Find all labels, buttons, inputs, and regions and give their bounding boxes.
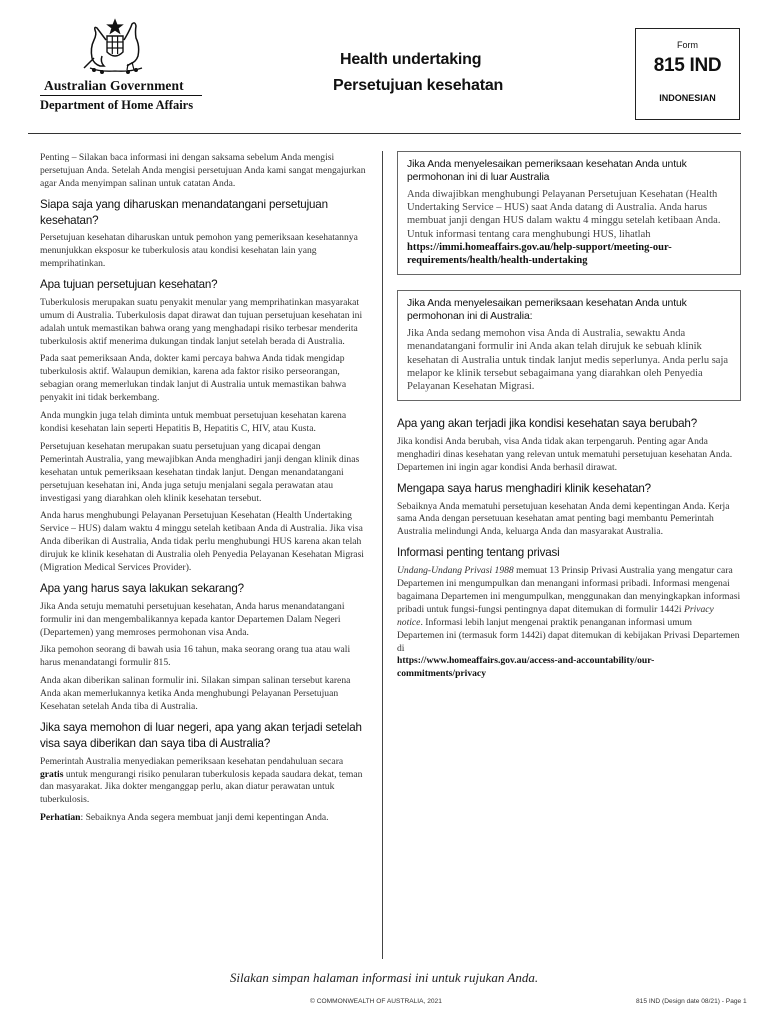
abroad-paragraph [40,756,366,808]
outside-australia-body: Anda diwajibkan menghubungi Pelayanan Persetujuan Kesehatan (Health Undertaking Service – HUS) saat Anda datang di Australia. Anda harus membuat janji dengan HUS dalam waktu 4 minggu setelah ketibaan Anda. Untuk informasi tentang cara menghubungi HUS, lihatlah [407,189,721,240]
logo-divider [40,95,202,96]
abroad-text-start: Pemerintah Australia menyediakan pemeriksaan kesehatan pendahuluan secara [40,755,344,767]
copyright-text: © COMMONWEALTH OF AUSTRALIA, 2021 [310,998,442,1005]
purpose-paragraph-1: Tuberkulosis merupakan suatu penyakit menular yang memprihatinkan masyarakat umum di Australia. Tuberkulosis dapat dirawat dan tujuan persetujuan kesehatan ini adalah untuk memastikan bahwa orang yang menghadapi risiko terbesar menderita tuberkulosis aktif menerima dukungan tindak lanjut setelah berada di Australia. [40,296,363,347]
abroad-text-end: untuk mengurangi risiko penularan tuberkulosis kepada saudara dekat, teman dan masyarakat. Jika dokter menganggap perlu, akan diatur perawatan untuk tuberkulosis. [40,768,363,806]
form-id-box [635,28,740,120]
privacy-act-name: Undang-Undang Privasi 1988 [397,565,514,577]
header-divider [28,133,741,134]
heading-who-signs: Siapa saja yang diharuskan menandatangani persetujuan kesehatan? [40,197,328,227]
intro-paragraph: Penting – Silakan baca informasi ini dengan saksama sebelum Anda mengisi persetujuan Anda. Setelah Anda mengisi persetujuan Anda kami sangat mengajurkan agar Anda menyimpan salinan untuk catatan Anda. [40,152,366,189]
outside-australia-text [407,188,731,267]
government-name: Australian Government [44,78,184,93]
page-title: Health undertaking [340,51,482,68]
heading-why-attend: Mengapa saya harus menghadiri klinik kesehatan? [397,481,651,495]
privacy-text-1: memuat 13 Prinsip Privasi Australia yang mengatur cara Departemen ini mengumpulkan dan menangani informasi pribadi. Informasi mengenai bagaimana Departemen ini mengumpulkan, menggunakan dan menyingkapkan informasi pribadi untuk fungsi-fungsi pentingnya dapat ditemukan di formulir 1442i [397,565,741,615]
in-australia-box [397,290,741,401]
note-paragraph [40,812,366,825]
purpose-paragraph-2: Pada saat pemeriksaan Anda, dokter kami percaya bahwa Anda tidak mengidap tuberkulosis aktif. Walaupun demikian, karena ada faktor risiko perseorangan, sebagian orang memerlukan tindak lanjut di Australia untuk memastikan bahwa penyakit ini tidak berkembang. [40,353,347,404]
health-change-paragraph: Jika kondisi Anda berubah, visa Anda tidak akan terpengaruh. Penting agar Anda menghadiri dinas kesehatan yang relevan untuk mematuhi persetujuan kesehatan Anda. Departemen ini ingin agar kondisi Anda berhasil dirawat. [397,436,733,473]
what-now-paragraph-3: Anda akan diberikan salinan formulir ini. Silakan simpan salinan tersebut karena Anda akan memerlukannya ketika Anda menghubungi Pelayanan Persetujuan Kesehatan setelah Anda tiba di Australia. [40,675,351,713]
privacy-paragraph [397,565,741,681]
privacy-notice-name: Privacy notice [397,603,714,628]
department-name: Department of Home Affairs [40,98,194,112]
what-now-paragraph-2: Jika pemohon seorang di bawah usia 16 tahun, maka seorang orang tua atau wali harus menandatangi formulir 815. [40,644,351,669]
privacy-text-2: . Informasi lebih lanjut mengenai praktik penanganan informasi umum Departemen ini (termasuk form 1442i) dapat ditemukan di kebijakan Privasi Departemen di [397,616,740,654]
purpose-paragraph-5: Anda harus menghubungi Pelayanan Persetujuan Kesehatan (Health Undertaking Service – HUS) dalam waktu 4 minggu setelah ketibaan Anda di Australia. Jika visa Anda diberikan di Australia, Anda tidak perlu menghubungi HUS karena akan telah dirujuk ke klinik kesehatan di Australia oleh Penyedia Pelayanan Kesehatan Migrasi (Migration Medical Services Provider). [40,510,364,574]
health-undertaking-link[interactable]: https://immi.homeaffairs.gov.au/help-support/meeting-our-requirements/health/health-undertaking [407,241,672,267]
heading-privacy: Informasi penting tentang privasi [397,546,560,560]
in-australia-text: Jika Anda sedang memohon visa Anda di Australia, sewaktu Anda menandatangani formulir ini Anda akan telah dirujuk ke sebuah klinik kesehatan di Australia untuk tindak lanjut medis seperlunya. Anda perlu saja melapor ke klinik tersebut sebagaimana yang diarahkan oleh Penyedia Pelayanan Kesehatan Migrasi. [407,328,729,393]
heading-purpose: Apa tujuan persetujuan kesehatan? [40,278,218,292]
page-info: 815 IND (Design date 08/21) - Page 1 [636,998,747,1005]
free-emphasis: gratis [40,768,64,780]
heading-health-change: Apa yang akan terjadi jika kondisi kesehatan saya berubah? [397,417,698,431]
outside-australia-title: Jika Anda menyelesaikan pemeriksaan kesehatan Anda untuk permohonan ini di luar Australia [407,159,687,183]
form-language: INDONESIAN [659,93,716,103]
left-column [40,152,366,830]
privacy-policy-link[interactable]: https://www.homeaffairs.gov.au/access-and-accountability/our-commitments/privacy [397,655,655,680]
who-signs-paragraph: Persetujuan kesehatan diharuskan untuk pemohon yang pemeriksaan kesehatannya menunjukkan eksposur ke tuberkulosis atau kondisi kesehatan lain yang memprihatinkan. [40,232,358,270]
column-divider [382,151,383,959]
heading-what-now: Apa yang harus saya lakukan sekarang? [40,581,244,595]
footer-note: Silakan simpan halaman informasi ini untuk rujukan Anda. [229,970,539,985]
purpose-paragraph-3: Anda mungkin juga telah diminta untuk membuat persetujuan kesehatan karena kondisi kesehatan lain seperti Hepatitis B, Hepatitis C, HIV, atau Kusta. [40,410,347,434]
form-label: Form [677,40,698,50]
form-number: 815 IND [653,55,722,76]
in-australia-title: Jika Anda menyelesaikan pemeriksaan kesehatan Anda untuk permohonan ini di Australia: [407,298,687,323]
purpose-paragraph-4: Persetujuan kesehatan merupakan suatu persetujuan yang dicapai dengan Pemerintah Australia, yang mewajibkan Anda menghadiri janji dengan klinik dinas kesehatan untuk pemeriksaan kesehatan tindak lanjut. Dengan menandatangani persetujuan kesehatan ini, Anda juga setuju menjalani segala perawatan atau investigasi yang diarahkan oleh klinik kesehatan tersebut. [40,440,360,504]
page-subtitle: Persetujuan kesehatan [333,77,504,94]
right-column [397,151,741,686]
heading-abroad: Jika saya memohon di luar negeri, apa yang akan terjadi setelah visa saya diberikan dan saya tiba di Australia? [40,721,362,750]
outside-australia-box [397,151,741,275]
note-text: : Sebaiknya Anda segera membuat janji demi kepentingan Anda. [80,812,329,824]
what-now-paragraph-1: Jika Anda setuju mematuhi persetujuan kesehatan, Anda harus menandatangani formulir ini dan mengembalikannya kepada kantor Departemen Dalam Negeri (Departemen) yang memroses permohonan visa Anda. [40,600,345,638]
coat-of-arms-icon [80,18,150,76]
why-attend-paragraph: Sebaiknya Anda mematuhi persetujuan kesehatan Anda demi kepentingan Anda. Kerja sama Anda dengan persetuuan kesehatan amat penting bagi membantu Pemerintah Australia melindungi Anda, keluarga Anda dan masyarakat Australia. [397,500,730,538]
note-label: Perhatian [40,812,81,824]
